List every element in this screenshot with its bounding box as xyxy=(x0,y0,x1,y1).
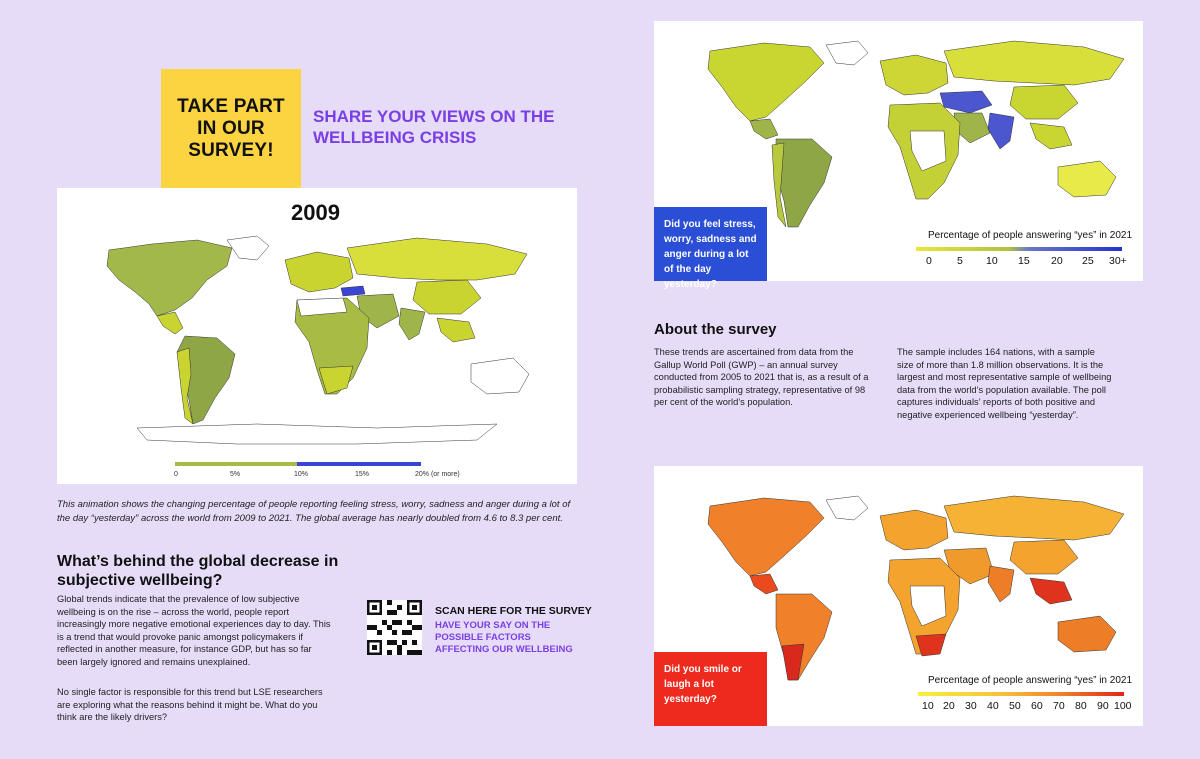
scan-title: SCAN HERE FOR THE SURVEY xyxy=(435,605,592,617)
about-column-1: These trends are ascertained from data from the Gallup World Poll (GWP) – an annual survey conducted from 2005 to 2021 that is, as a result of a probabilistic sampling strategy, representative of 98 per cent of the world’s population. xyxy=(654,347,869,408)
stress-tick-15: 15 xyxy=(1018,255,1030,267)
stress-greenland xyxy=(826,41,868,65)
smile-australia xyxy=(1058,616,1116,652)
stress-tick-10: 10 xyxy=(986,255,998,267)
map-2009-se-asia xyxy=(437,318,475,342)
survey-callout[interactable] xyxy=(161,69,301,188)
stress-tick-0: 0 xyxy=(926,255,932,267)
map-2009-north-america xyxy=(107,240,232,316)
map-2009-turkey xyxy=(341,286,365,296)
stress-question: Did you feel stress, worry, sadness and anger during a lot of the day yesterday? xyxy=(664,219,757,290)
smile-se-asia xyxy=(1030,578,1072,604)
smile-india xyxy=(988,566,1014,602)
map-2009-europe xyxy=(285,252,353,292)
world-map-2009 xyxy=(57,188,577,484)
map-2009-india xyxy=(399,308,425,340)
smile-north-america xyxy=(708,498,824,576)
smile-tick-20: 20 xyxy=(943,700,955,712)
smile-tick-60: 60 xyxy=(1031,700,1043,712)
map-2009-scale-15: 15% xyxy=(355,471,370,478)
smile-map-panel xyxy=(654,466,1143,726)
map-2009-scale-20: 20% (or more) xyxy=(415,471,460,478)
smile-tick-50: 50 xyxy=(1009,700,1021,712)
smile-legend-title: Percentage of people answering “yes” in 2021 xyxy=(928,675,1133,686)
about-heading: About the survey xyxy=(654,321,777,338)
animation-caption: This animation shows the changing percentage of people reporting feeling stress, worry, sadness and anger during a lot of the day “yesterday” across the world from 2009 to 2021. The global average has nearly doubled from 4.6 to 8.3 per cent. xyxy=(57,499,571,524)
scan-subtitle: HAVE YOUR SAY ON THE POSSIBLE FACTORS AFFECTING OUR WELLBEING xyxy=(435,620,573,655)
stress-tick-30plus: 30+ xyxy=(1109,255,1127,267)
stress-se-asia xyxy=(1030,123,1072,149)
smile-question: Did you smile or laugh a lot yesterday? xyxy=(664,664,742,705)
stress-south-america xyxy=(776,139,832,227)
smile-tick-100: 100 xyxy=(1114,700,1132,712)
about-column-2: The sample includes 164 nations, with a sample size of more than 1.8 million observations. It is the largest and most representative sample of wellbeing data from the world’s population available. The poll captures individuals’ reports of both positive and negative experienced wellbeing “yesterday”. xyxy=(897,347,1112,420)
smile-tick-30: 30 xyxy=(965,700,977,712)
map-2009-scale-blue xyxy=(297,462,421,466)
behind-heading: What’s behind the global decrease in subjective wellbeing? xyxy=(57,553,339,589)
smile-china xyxy=(1010,540,1078,574)
map-2009-antarctica xyxy=(137,424,497,444)
stress-india xyxy=(988,113,1014,149)
map-2009-central-america xyxy=(157,312,183,334)
smile-question-box xyxy=(654,652,767,726)
smile-tick-10: 10 xyxy=(922,700,934,712)
behind-paragraph-2: No single factor is responsible for this trend but LSE researchers are exploring what the reasons behind it might be. What do you think are the likely drivers? xyxy=(57,687,323,723)
smile-tick-40: 40 xyxy=(987,700,999,712)
stress-turkey-iran xyxy=(940,91,992,113)
map-2009-scale-10: 10% xyxy=(294,471,309,478)
stress-legend-title: Percentage of people answering “yes” in 2021 xyxy=(928,230,1133,241)
stress-tick-20: 20 xyxy=(1051,255,1063,267)
map-2009-china xyxy=(413,280,481,314)
qr-code-icon xyxy=(367,600,422,655)
map-2009-panel xyxy=(57,188,577,484)
map-2009-year: 2009 xyxy=(291,200,340,225)
smile-south-america xyxy=(776,594,832,680)
map-2009-russia xyxy=(347,238,527,280)
stress-central-america xyxy=(750,119,778,139)
stress-china xyxy=(1010,85,1078,119)
stress-legend-bar xyxy=(916,246,1126,252)
stress-tick-25: 25 xyxy=(1082,255,1094,267)
smile-legend-bar xyxy=(918,691,1128,697)
map-2009-australia xyxy=(471,358,529,394)
smile-russia xyxy=(944,496,1124,540)
stress-australia xyxy=(1058,161,1116,197)
tagline: SHARE YOUR VIEWS ON THE WELLBEING CRISIS xyxy=(313,107,555,147)
stress-north-america xyxy=(708,43,824,121)
stress-russia xyxy=(944,41,1124,85)
qr-code[interactable] xyxy=(367,600,422,655)
smile-central-america xyxy=(750,574,778,594)
survey-callout-text: TAKE PART IN OUR SURVEY! xyxy=(177,95,285,161)
smile-europe xyxy=(880,510,948,550)
stress-europe xyxy=(880,55,948,95)
stress-map-panel xyxy=(654,21,1143,290)
stress-tick-5: 5 xyxy=(957,255,963,267)
smile-greenland xyxy=(826,496,868,520)
map-2009-greenland xyxy=(227,236,269,260)
smile-tick-70: 70 xyxy=(1053,700,1065,712)
map-2009-scale-5: 5% xyxy=(230,471,241,478)
map-2009-scale-green xyxy=(175,462,297,466)
smile-tick-80: 80 xyxy=(1075,700,1087,712)
smile-tick-90: 90 xyxy=(1097,700,1109,712)
map-2009-scale-0: 0 xyxy=(174,471,178,478)
behind-paragraph-1: Global trends indicate that the prevalence of low subjective wellbeing is on the rise – across the world, people report increasingly more negative emotional experiences day to day. This is a trend that would provoke panic amongst policymakers if reflected in another measure, for instance GDP, but has so far been largely ignored and remains unexplained. xyxy=(57,594,331,667)
stress-question-box xyxy=(654,207,767,290)
